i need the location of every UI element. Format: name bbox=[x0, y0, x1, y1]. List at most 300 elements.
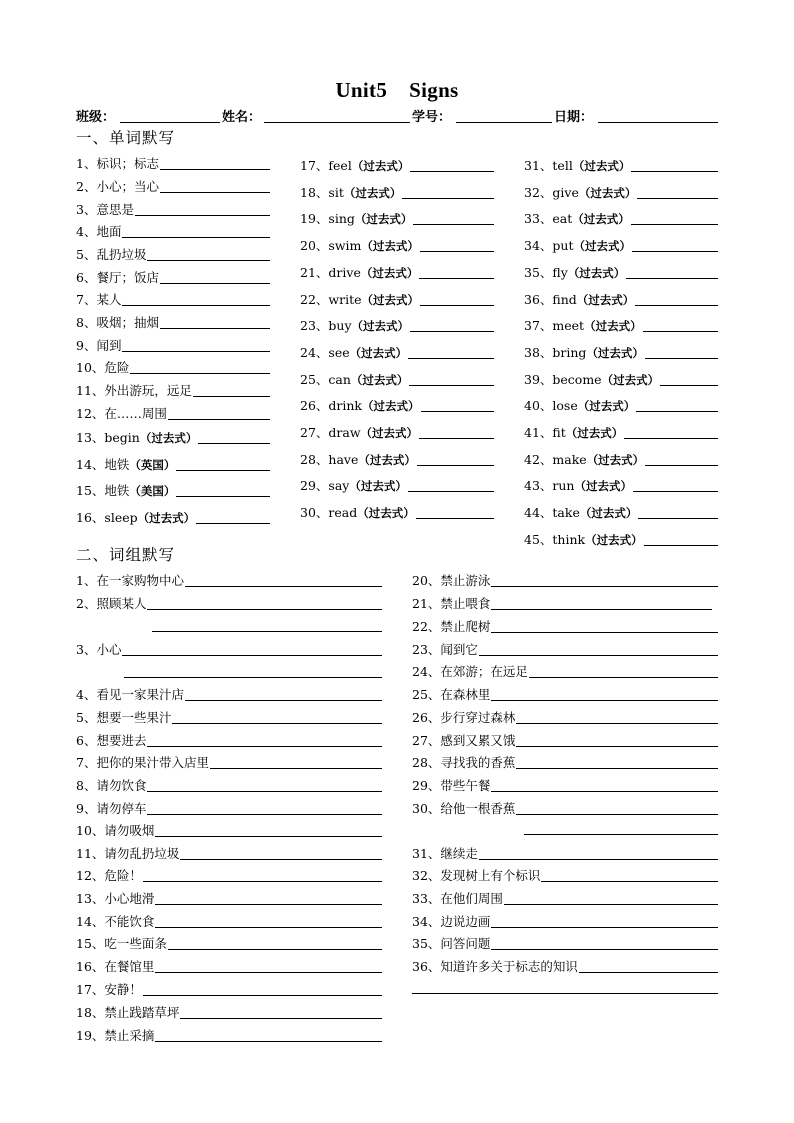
answer-line[interactable] bbox=[180, 1018, 382, 1019]
item-hint: （过去式） bbox=[585, 532, 643, 547]
item-text: 禁止爬树 bbox=[440, 619, 491, 634]
list-item bbox=[524, 476, 718, 494]
list-item bbox=[412, 685, 718, 703]
answer-line[interactable] bbox=[516, 723, 718, 724]
name-label: 姓名： bbox=[222, 110, 262, 125]
item-text: 禁止践踏草坪 bbox=[104, 1005, 180, 1020]
class-label: 班级： bbox=[76, 110, 116, 125]
item-prompt bbox=[76, 708, 171, 726]
list-item bbox=[76, 957, 382, 975]
answer-line[interactable] bbox=[660, 385, 718, 386]
list-item bbox=[412, 753, 718, 771]
item-prompt bbox=[76, 866, 142, 884]
list-item bbox=[524, 236, 718, 254]
list-item bbox=[412, 866, 718, 884]
item-prompt bbox=[412, 753, 515, 771]
answer-line[interactable] bbox=[143, 995, 382, 996]
item-text: 吸烟；抽烟 bbox=[96, 315, 159, 330]
item-number: 35、 bbox=[412, 936, 441, 951]
item-prompt bbox=[524, 343, 644, 361]
item-text: 问答问题 bbox=[440, 936, 491, 951]
item-hint: （过去式） bbox=[579, 506, 638, 521]
list-item bbox=[524, 450, 718, 468]
item-text: 地面 bbox=[96, 224, 122, 239]
item-number: 16、 bbox=[76, 959, 105, 974]
list-item bbox=[412, 799, 718, 817]
item-text: can bbox=[328, 371, 351, 387]
item-number: 33、 bbox=[524, 211, 553, 227]
item-number: 10、 bbox=[76, 823, 105, 838]
answer-line[interactable] bbox=[624, 438, 718, 439]
item-hint: （过去式） bbox=[361, 292, 419, 307]
item-prompt bbox=[76, 358, 129, 376]
item-text: read bbox=[328, 505, 358, 521]
answer-line[interactable] bbox=[185, 700, 382, 701]
item-hint: （美国） bbox=[129, 484, 176, 498]
list-item bbox=[524, 316, 718, 334]
item-prompt bbox=[524, 209, 630, 227]
answer-line[interactable] bbox=[417, 465, 494, 466]
item-number: 23、 bbox=[300, 318, 329, 334]
answer-line[interactable] bbox=[410, 171, 494, 172]
item-number: 26、 bbox=[300, 398, 329, 414]
item-number: 40、 bbox=[524, 398, 553, 414]
item-prompt bbox=[300, 156, 409, 174]
list-item bbox=[76, 222, 270, 240]
answer-line[interactable] bbox=[135, 215, 270, 216]
item-number: 22、 bbox=[412, 619, 441, 634]
item-number: 26、 bbox=[412, 710, 441, 725]
answer-line[interactable] bbox=[180, 859, 382, 860]
answer-line[interactable] bbox=[155, 1041, 382, 1042]
item-number: 17、 bbox=[76, 982, 105, 997]
item-hint: （过去式） bbox=[349, 479, 407, 494]
answer-line[interactable] bbox=[516, 746, 718, 747]
item-number: 12、 bbox=[76, 868, 105, 883]
item-text: tell bbox=[552, 158, 573, 173]
item-number: 28、 bbox=[300, 451, 329, 467]
item-text: 地铁 bbox=[104, 457, 130, 472]
answer-line[interactable] bbox=[143, 881, 382, 882]
list-item bbox=[524, 370, 718, 388]
item-text: 禁止游泳 bbox=[440, 573, 491, 588]
item-prompt bbox=[412, 640, 478, 658]
answer-line[interactable] bbox=[631, 171, 718, 172]
item-text: 在他们周围 bbox=[440, 891, 503, 906]
item-text: sit bbox=[328, 184, 344, 200]
list-item bbox=[76, 934, 382, 952]
item-text: 某人 bbox=[96, 292, 122, 307]
list-item bbox=[524, 209, 718, 227]
answer-line[interactable] bbox=[645, 358, 718, 359]
item-prompt bbox=[76, 200, 134, 218]
answer-line[interactable] bbox=[160, 169, 270, 170]
class-blank[interactable] bbox=[120, 122, 220, 123]
list-item bbox=[524, 423, 718, 441]
answer-line[interactable] bbox=[491, 609, 712, 610]
item-number: 7、 bbox=[76, 292, 97, 307]
answer-line[interactable] bbox=[420, 251, 494, 252]
item-hint: （过去式） bbox=[567, 265, 626, 280]
item-text: sing bbox=[328, 211, 355, 227]
item-prompt bbox=[300, 263, 418, 281]
answer-line[interactable] bbox=[155, 836, 382, 837]
item-prompt bbox=[524, 450, 644, 468]
item-text: 禁止采摘 bbox=[104, 1028, 155, 1043]
item-prompt bbox=[76, 821, 154, 839]
answer-line[interactable] bbox=[644, 545, 718, 546]
item-hint: （过去式） bbox=[139, 431, 198, 445]
item-prompt bbox=[76, 640, 121, 658]
item-prompt bbox=[524, 423, 623, 441]
answer-line[interactable] bbox=[160, 192, 270, 193]
answer-line[interactable] bbox=[122, 237, 270, 238]
answer-line[interactable] bbox=[491, 949, 718, 950]
answer-line[interactable] bbox=[516, 768, 718, 769]
list-item bbox=[76, 200, 270, 218]
answer-line[interactable] bbox=[420, 305, 494, 306]
item-prompt bbox=[76, 336, 121, 354]
answer-line[interactable] bbox=[413, 224, 494, 225]
name-blank[interactable] bbox=[264, 122, 410, 123]
answer-line[interactable] bbox=[419, 278, 494, 279]
answer-line[interactable] bbox=[516, 814, 718, 815]
item-number: 4、 bbox=[76, 687, 97, 702]
item-text: 照顾某人 bbox=[96, 596, 147, 611]
item-prompt bbox=[412, 844, 478, 862]
item-prompt bbox=[76, 222, 121, 240]
list-item bbox=[300, 343, 494, 361]
answer-line[interactable] bbox=[491, 791, 718, 792]
item-number: 35、 bbox=[524, 264, 553, 280]
list-item bbox=[412, 934, 718, 952]
item-prompt bbox=[412, 685, 490, 703]
list-item bbox=[76, 821, 382, 839]
answer-line[interactable] bbox=[491, 927, 718, 928]
answer-line-extra[interactable] bbox=[124, 677, 382, 678]
item-prompt bbox=[76, 889, 154, 907]
item-text: 小心 bbox=[96, 642, 122, 657]
item-text: 地铁 bbox=[104, 483, 130, 498]
answer-line[interactable] bbox=[491, 632, 718, 633]
item-text: 在郊游；在远足 bbox=[440, 664, 528, 679]
answer-line[interactable] bbox=[529, 677, 718, 678]
item-text: meet bbox=[552, 318, 585, 334]
answer-line[interactable] bbox=[147, 746, 382, 747]
item-prompt bbox=[76, 799, 146, 817]
item-hint: （过去式） bbox=[577, 399, 636, 414]
item-text: 在……周围 bbox=[104, 406, 167, 421]
list-item bbox=[76, 336, 270, 354]
item-prompt bbox=[412, 617, 490, 635]
answer-line[interactable] bbox=[147, 609, 382, 610]
answer-line[interactable] bbox=[122, 655, 382, 656]
item-text: put bbox=[552, 238, 574, 254]
answer-line[interactable] bbox=[122, 351, 270, 352]
item-text: 吃一些面条 bbox=[104, 936, 167, 951]
list-item bbox=[412, 594, 712, 612]
list-item bbox=[300, 450, 494, 468]
item-number: 10、 bbox=[76, 360, 105, 375]
answer-line[interactable] bbox=[185, 586, 382, 587]
item-number: 34、 bbox=[524, 238, 553, 254]
item-text: eat bbox=[552, 211, 573, 227]
list-item bbox=[76, 428, 270, 446]
answer-line[interactable] bbox=[168, 949, 382, 950]
item-prompt bbox=[524, 370, 659, 388]
item-number: 33、 bbox=[412, 891, 441, 906]
section-heading-vocabulary: 一、单词默写 bbox=[76, 129, 176, 147]
list-item bbox=[76, 508, 270, 526]
item-number: 13、 bbox=[76, 891, 105, 906]
answer-line[interactable] bbox=[408, 358, 494, 359]
list-item bbox=[76, 571, 382, 589]
item-text: drive bbox=[328, 264, 361, 280]
list-item bbox=[76, 594, 382, 612]
item-number: 17、 bbox=[300, 158, 329, 173]
item-number: 24、 bbox=[412, 664, 441, 679]
answer-line[interactable] bbox=[416, 518, 494, 519]
item-prompt bbox=[524, 530, 643, 548]
item-text: see bbox=[328, 344, 350, 360]
answer-line-extra[interactable] bbox=[152, 631, 382, 632]
item-prompt bbox=[76, 177, 159, 195]
list-item bbox=[76, 889, 382, 907]
item-text: 想要一些果汁 bbox=[96, 710, 172, 725]
answer-line[interactable] bbox=[421, 411, 494, 412]
item-prompt bbox=[76, 980, 142, 998]
item-text: 闻到它 bbox=[440, 642, 478, 657]
item-number: 36、 bbox=[412, 959, 441, 974]
answer-line[interactable] bbox=[626, 278, 718, 279]
item-prompt bbox=[412, 776, 490, 794]
list-item bbox=[76, 685, 382, 703]
item-prompt bbox=[300, 370, 408, 388]
answer-line[interactable] bbox=[633, 491, 718, 492]
item-number: 3、 bbox=[76, 202, 97, 217]
item-text: 继续走 bbox=[440, 846, 478, 861]
answer-line-extra[interactable] bbox=[524, 834, 718, 835]
item-text: have bbox=[328, 451, 359, 467]
answer-line[interactable] bbox=[147, 814, 382, 815]
item-number: 1、 bbox=[76, 573, 97, 588]
answer-line[interactable] bbox=[198, 443, 270, 444]
answer-line[interactable] bbox=[637, 198, 718, 199]
answer-line[interactable] bbox=[638, 518, 718, 519]
answer-line[interactable] bbox=[210, 768, 382, 769]
item-prompt bbox=[524, 236, 631, 254]
answer-line[interactable] bbox=[579, 972, 718, 973]
item-number: 15、 bbox=[76, 483, 105, 498]
item-number: 18、 bbox=[300, 184, 329, 200]
list-item bbox=[300, 423, 494, 441]
item-text: 请勿乱扔垃圾 bbox=[104, 846, 180, 861]
item-prompt bbox=[76, 268, 159, 286]
item-number: 27、 bbox=[412, 733, 441, 748]
item-text: 闻到 bbox=[96, 338, 122, 353]
list-item bbox=[524, 503, 718, 521]
item-text: 知道许多关于标志的知识 bbox=[440, 959, 578, 974]
list-item bbox=[76, 268, 270, 286]
item-text: fit bbox=[552, 425, 566, 440]
item-number: 13、 bbox=[76, 430, 105, 445]
item-prompt bbox=[76, 957, 154, 975]
item-text: find bbox=[552, 291, 577, 307]
answer-line[interactable] bbox=[176, 470, 270, 471]
list-item bbox=[76, 245, 270, 263]
item-number: 32、 bbox=[412, 868, 441, 883]
item-text: 请勿吸烟 bbox=[104, 823, 155, 838]
item-prompt bbox=[76, 404, 167, 422]
list-item bbox=[412, 731, 718, 749]
list-item bbox=[76, 912, 382, 930]
list-item bbox=[76, 154, 270, 172]
answer-line[interactable] bbox=[172, 723, 382, 724]
list-item bbox=[524, 183, 718, 201]
item-prompt bbox=[412, 571, 490, 589]
item-number: 20、 bbox=[412, 573, 441, 588]
answer-line[interactable] bbox=[491, 586, 718, 587]
item-text: 带些午餐 bbox=[440, 778, 491, 793]
item-text: 步行穿过森林 bbox=[440, 710, 516, 725]
answer-line[interactable] bbox=[155, 927, 382, 928]
item-hint: （过去式） bbox=[351, 319, 410, 334]
item-number: 21、 bbox=[300, 264, 329, 280]
item-hint: （过去式） bbox=[576, 292, 635, 307]
answer-line-extra[interactable] bbox=[412, 993, 718, 994]
item-number: 22、 bbox=[300, 291, 329, 307]
answer-line[interactable] bbox=[479, 655, 718, 656]
item-number: 20、 bbox=[300, 238, 329, 254]
list-item bbox=[76, 358, 270, 376]
item-prompt bbox=[76, 753, 209, 771]
answer-line[interactable] bbox=[491, 700, 718, 701]
answer-line[interactable] bbox=[419, 438, 494, 439]
item-number: 2、 bbox=[76, 179, 97, 194]
item-prompt bbox=[524, 263, 625, 281]
list-item bbox=[300, 156, 494, 174]
item-hint: （过去式） bbox=[358, 452, 416, 467]
answer-line[interactable] bbox=[193, 396, 270, 397]
answer-line[interactable] bbox=[147, 260, 270, 261]
answer-line[interactable] bbox=[130, 373, 270, 374]
item-prompt bbox=[76, 685, 184, 703]
item-prompt bbox=[76, 912, 154, 930]
answer-line[interactable] bbox=[635, 305, 718, 306]
item-hint: （过去式） bbox=[349, 345, 408, 360]
answer-line[interactable] bbox=[409, 385, 494, 386]
item-text: take bbox=[552, 505, 580, 521]
page-title bbox=[0, 78, 794, 103]
answer-line[interactable] bbox=[402, 198, 494, 199]
list-item bbox=[300, 476, 494, 494]
item-prompt bbox=[76, 571, 184, 589]
item-number: 11、 bbox=[76, 846, 105, 861]
answer-line[interactable] bbox=[160, 283, 270, 284]
answer-line[interactable] bbox=[631, 224, 718, 225]
item-prompt bbox=[524, 503, 637, 521]
item-number: 37、 bbox=[524, 318, 553, 334]
list-item bbox=[76, 731, 382, 749]
answer-line[interactable] bbox=[168, 419, 270, 420]
item-prompt bbox=[412, 799, 515, 817]
answer-line[interactable] bbox=[479, 859, 718, 860]
item-prompt bbox=[412, 594, 490, 612]
list-item bbox=[76, 980, 382, 998]
answer-line[interactable] bbox=[408, 491, 494, 492]
answer-line[interactable] bbox=[645, 465, 718, 466]
list-item bbox=[412, 912, 718, 930]
item-text: run bbox=[552, 478, 575, 494]
answer-line[interactable] bbox=[410, 331, 494, 332]
list-item bbox=[300, 236, 494, 254]
answer-line[interactable] bbox=[643, 331, 718, 332]
list-item bbox=[76, 776, 382, 794]
answer-line[interactable] bbox=[176, 496, 270, 497]
item-hint: （过去式） bbox=[601, 372, 660, 387]
answer-line[interactable] bbox=[122, 305, 270, 306]
list-item bbox=[300, 263, 494, 281]
answer-line[interactable] bbox=[155, 972, 382, 973]
answer-line[interactable] bbox=[636, 411, 718, 412]
item-text: make bbox=[552, 451, 587, 467]
item-prompt bbox=[412, 866, 540, 884]
student-id-blank[interactable] bbox=[456, 122, 552, 123]
item-number: 8、 bbox=[76, 778, 97, 793]
item-prompt bbox=[300, 290, 419, 308]
item-number: 29、 bbox=[412, 778, 441, 793]
student-id-label: 学号： bbox=[412, 110, 452, 125]
item-number: 8、 bbox=[76, 315, 97, 330]
item-prompt bbox=[300, 450, 416, 468]
list-item bbox=[76, 313, 270, 331]
list-item bbox=[76, 290, 270, 308]
item-prompt bbox=[76, 313, 159, 331]
item-prompt bbox=[76, 154, 159, 172]
answer-line[interactable] bbox=[541, 881, 718, 882]
item-text: 寻找我的香蕉 bbox=[440, 755, 516, 770]
item-number: 25、 bbox=[412, 687, 441, 702]
section-heading-phrases: 二、词组默写 bbox=[76, 546, 176, 564]
item-text: 外出游玩，远足 bbox=[104, 383, 192, 398]
item-prompt bbox=[524, 476, 632, 494]
item-prompt bbox=[412, 934, 490, 952]
item-number: 42、 bbox=[524, 451, 553, 467]
list-item bbox=[76, 1003, 382, 1021]
answer-line[interactable] bbox=[160, 328, 270, 329]
date-blank[interactable] bbox=[598, 122, 718, 123]
item-text: 边说边画 bbox=[440, 914, 491, 929]
item-text: 感到又累又饿 bbox=[440, 733, 516, 748]
answer-line[interactable] bbox=[632, 251, 718, 252]
item-hint: （过去式） bbox=[360, 265, 419, 280]
item-prompt bbox=[300, 316, 409, 334]
answer-line[interactable] bbox=[196, 523, 270, 524]
answer-line[interactable] bbox=[147, 791, 382, 792]
list-item bbox=[524, 396, 718, 414]
item-text: swim bbox=[328, 238, 362, 254]
title-topic: Signs bbox=[409, 78, 459, 102]
item-text: write bbox=[328, 291, 362, 307]
item-text: 小心地滑 bbox=[104, 891, 155, 906]
item-number: 3、 bbox=[76, 642, 97, 657]
item-text: 发现树上有个标识 bbox=[440, 868, 541, 883]
answer-line[interactable] bbox=[155, 904, 382, 905]
item-text: draw bbox=[328, 425, 361, 440]
item-text: 标识；标志 bbox=[96, 156, 159, 171]
answer-line[interactable] bbox=[504, 904, 718, 905]
item-text: begin bbox=[104, 430, 140, 445]
